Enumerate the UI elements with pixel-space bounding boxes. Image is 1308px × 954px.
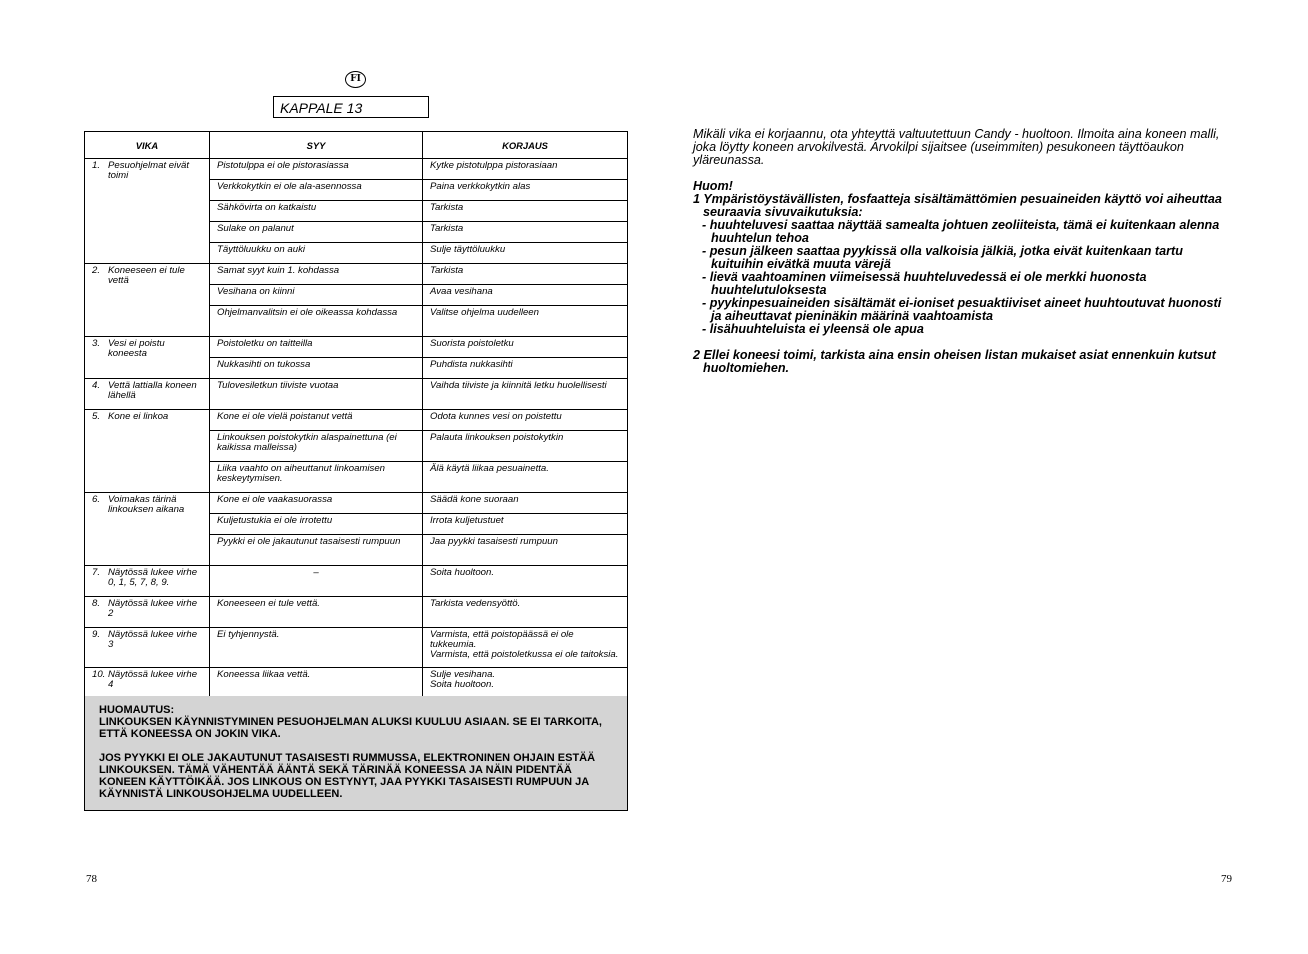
cause-cell: Ei tyhjennystä. bbox=[210, 628, 423, 668]
note-bullet: - lisähuuhteluista ei yleensä ole apua bbox=[702, 322, 924, 336]
fix-line: Varmista, että poistoletkussa ei ole taitoksia. bbox=[430, 649, 619, 660]
fault-number: 3. bbox=[92, 338, 101, 349]
cause-cell: – bbox=[210, 566, 423, 597]
table-row bbox=[85, 668, 628, 699]
fault-text: Kone ei linkoa bbox=[108, 411, 169, 422]
fix-cell: Tarkista bbox=[423, 222, 628, 243]
fault-cell bbox=[85, 264, 210, 337]
cause-cell: Ohjelmanvalitsin ei ole oikeassa kohdassa bbox=[210, 306, 423, 337]
page-number-left: 78 bbox=[86, 873, 97, 885]
fault-cell bbox=[85, 379, 210, 410]
fault-text: Näytössä lukee virhe 4 bbox=[108, 669, 198, 690]
fault-cell bbox=[85, 566, 210, 597]
fix-cell: Tarkista bbox=[423, 201, 628, 222]
cause-cell: Verkkokytkin ei ole ala-asennossa bbox=[210, 180, 423, 201]
fix-cell: Tarkista vedensyöttö. bbox=[423, 597, 628, 628]
table-row bbox=[85, 264, 628, 285]
fault-number: 10. bbox=[92, 669, 106, 680]
cause-cell: Täyttöluukku on auki bbox=[210, 243, 423, 264]
page-number-right: 79 bbox=[1221, 873, 1232, 885]
cause-cell: Kone ei ole vaakasuorassa bbox=[210, 493, 423, 514]
fix-line: Soita huoltoon. bbox=[430, 679, 495, 690]
cause-cell: Kuljetustukia ei ole irrotettu bbox=[210, 514, 423, 535]
fault-number: 8. bbox=[92, 598, 101, 609]
fix-cell: Soita huoltoon. bbox=[423, 566, 628, 597]
cause-cell: Tulovesiletkun tiiviste vuotaa bbox=[210, 379, 423, 410]
right-column-text bbox=[693, 128, 1233, 375]
fault-cell bbox=[85, 493, 210, 566]
fix-cell bbox=[423, 668, 628, 699]
cause-cell: Pistotulppa ei ole pistorasiassa bbox=[210, 159, 423, 180]
cause-cell: Linkouksen poistokytkin alaspainettuna (ei kaikissa malleissa) bbox=[210, 431, 423, 462]
cause-cell: Samat syyt kuin 1. kohdassa bbox=[210, 264, 423, 285]
fault-text: Näytössä lukee virhe 3 bbox=[108, 629, 198, 650]
fix-cell: Valitse ohjelma uudelleen bbox=[423, 306, 628, 337]
fault-text: Vesi ei poistu koneesta bbox=[108, 338, 165, 359]
column-header-syy: SYY bbox=[210, 132, 423, 159]
fault-cell bbox=[85, 628, 210, 668]
cause-cell: Pyykki ei ole jakautunut tasaisesti rumpuun bbox=[210, 535, 423, 566]
notice-box bbox=[84, 696, 628, 811]
chapter-title: KAPPALE 13 bbox=[273, 96, 429, 118]
fault-number: 6. bbox=[92, 494, 101, 505]
fix-line: Sulje vesihana. bbox=[430, 669, 496, 680]
fix-cell: Älä käytä liikaa pesuainetta. bbox=[423, 462, 628, 493]
fix-cell: Irrota kuljetustuet bbox=[423, 514, 628, 535]
fix-cell bbox=[423, 628, 628, 668]
cause-cell: Sulake on palanut bbox=[210, 222, 423, 243]
notice-paragraph-1: LINKOUKSEN KÄYNNISTYMINEN PESUOHJELMAN ALUKSI KUULUU ASIAAN. SE EI TARKOITA, ETTÄ KONEESSA ON JOKIN VIKA. bbox=[99, 716, 602, 740]
fault-number: 4. bbox=[92, 380, 101, 391]
column-header-vika: VIKA bbox=[85, 132, 210, 159]
cause-cell: Poistoletku on taitteilla bbox=[210, 337, 423, 358]
fault-cell bbox=[85, 410, 210, 493]
table-row bbox=[85, 597, 628, 628]
cause-cell: Sähkövirta on katkaistu bbox=[210, 201, 423, 222]
fault-number: 7. bbox=[92, 567, 101, 578]
table-row bbox=[85, 379, 628, 410]
note-bullet: - huuhteluvesi saattaa näyttää samealta johtuen zeoliiteista, tämä ei kuitenkaan alenna huuhtelun tehoa bbox=[702, 218, 1220, 245]
fix-cell: Säädä kone suoraan bbox=[423, 493, 628, 514]
cause-cell: Liika vaahto on aiheuttanut linkoamisen keskeytymisen. bbox=[210, 462, 423, 493]
note-item-2: 2 Ellei koneesi toimi, tarkista aina ensin oheisen listan mukaiset asiat ennenkuin kutsut huoltomiehen. bbox=[693, 348, 1216, 375]
cause-cell: Koneeseen ei tule vettä. bbox=[210, 597, 423, 628]
table-row bbox=[85, 159, 628, 180]
cause-cell: Kone ei ole vielä poistanut vettä bbox=[210, 410, 423, 431]
troubleshooting-table bbox=[84, 131, 628, 699]
fault-text: Pesuohjelmat eivät toimi bbox=[108, 160, 190, 181]
fix-cell: Sulje täyttöluukku bbox=[423, 243, 628, 264]
table-row bbox=[85, 337, 628, 358]
fix-cell: Jaa pyykki tasaisesti rumpuun bbox=[423, 535, 628, 566]
fault-text: Vettä lattialla koneen lähellä bbox=[108, 380, 197, 401]
notice-title: HUOMAUTUS: bbox=[99, 704, 175, 716]
fix-cell: Puhdista nukkasihti bbox=[423, 358, 628, 379]
fix-cell: Paina verkkokytkin alas bbox=[423, 180, 628, 201]
fault-cell bbox=[85, 668, 210, 699]
language-badge: FI bbox=[345, 71, 366, 88]
table-row bbox=[85, 566, 628, 597]
fault-cell bbox=[85, 159, 210, 264]
column-header-korjaus: KORJAUS bbox=[423, 132, 628, 159]
fix-line: Varmista, että poistopäässä ei ole tukkeumia. bbox=[430, 629, 574, 650]
fault-text: Voimakas tärinä linkouksen aikana bbox=[108, 494, 185, 515]
fault-cell bbox=[85, 337, 210, 379]
note-bullet: - pyykinpesuaineiden sisältämät ei-ioniset pesuaktiiviset aineet huuhtoutuvat huonosti ja aiheuttavat pieninäkin määrinä vaahtoamista bbox=[702, 296, 1222, 323]
fault-text: Koneeseen ei tule vettä bbox=[108, 265, 185, 286]
fix-cell: Suorista poistoletku bbox=[423, 337, 628, 358]
table-row bbox=[85, 493, 628, 514]
notice-paragraph-2: JOS PYYKKI EI OLE JAKAUTUNUT TASAISESTI RUMMUSSA, ELEKTRONINEN OHJAIN ESTÄÄ LINKOUKSEN. TÄMÄ VÄHENTÄÄ ÄÄNTÄ SEKÄ TÄRINÄÄ KONEESSA JA NÄIN PIDENTÄÄ KONEEN KÄYTTÖIKÄÄ. JOS LINKOUS ON ESTYNYT, JAA PYYKKI TASAISESTI RUMPUUN JA KÄYNNISTÄ LINKOUSOHJELMA UUDELLEEN. bbox=[99, 752, 596, 800]
fault-number: 9. bbox=[92, 629, 101, 640]
fault-text: Näytössä lukee virhe 2 bbox=[108, 598, 198, 619]
fix-cell: Tarkista bbox=[423, 264, 628, 285]
cause-cell: Nukkasihti on tukossa bbox=[210, 358, 423, 379]
fault-text: Näytössä lukee virhe 0, 1, 5, 7, 8, 9. bbox=[108, 567, 198, 588]
fix-cell: Vaihda tiiviste ja kiinnitä letku huolellisesti bbox=[423, 379, 628, 410]
table-row bbox=[85, 628, 628, 668]
fix-cell: Kytke pistotulppa pistorasiaan bbox=[423, 159, 628, 180]
fault-number: 1. bbox=[92, 160, 101, 171]
note-bullet: - pesun jälkeen saattaa pyykissä olla valkoisia jälkiä, jotka eivät kuitenkaan tartu kuituihin eivätkä muuta värejä bbox=[702, 244, 1183, 271]
intro-paragraph: Mikäli vika ei korjaannu, ota yhteyttä valtuutettuun Candy - huoltoon. Ilmoita aina koneen malli, joka löytty koneen arvokilvestä. Arvokilpi sijaitsee (useimmiten) pesukoneen täyttöaukon yläreunassa. bbox=[693, 127, 1220, 167]
cause-cell: Koneessa liikaa vettä. bbox=[210, 668, 423, 699]
note-item-1: 1 Ympäristöystävällisten, fosfaatteja sisältämättömien pesuaineiden käyttö voi aiheuttaa seuraavia sivuvaikutuksia: bbox=[693, 192, 1222, 219]
note-bullet: - lievä vaahtoaminen viimeisessä huuhteluvedessä ei ole merkki huonosta huuhtelutuloksesta bbox=[702, 270, 1147, 297]
table-row bbox=[85, 410, 628, 431]
fault-number: 2. bbox=[92, 265, 101, 276]
fix-cell: Palauta linkouksen poistokytkin bbox=[423, 431, 628, 462]
cause-cell: Vesihana on kiinni bbox=[210, 285, 423, 306]
fix-cell: Avaa vesihana bbox=[423, 285, 628, 306]
fault-cell bbox=[85, 597, 210, 628]
note-heading: Huom! bbox=[693, 179, 733, 193]
fix-cell: Odota kunnes vesi on poistettu bbox=[423, 410, 628, 431]
fault-number: 5. bbox=[92, 411, 101, 422]
